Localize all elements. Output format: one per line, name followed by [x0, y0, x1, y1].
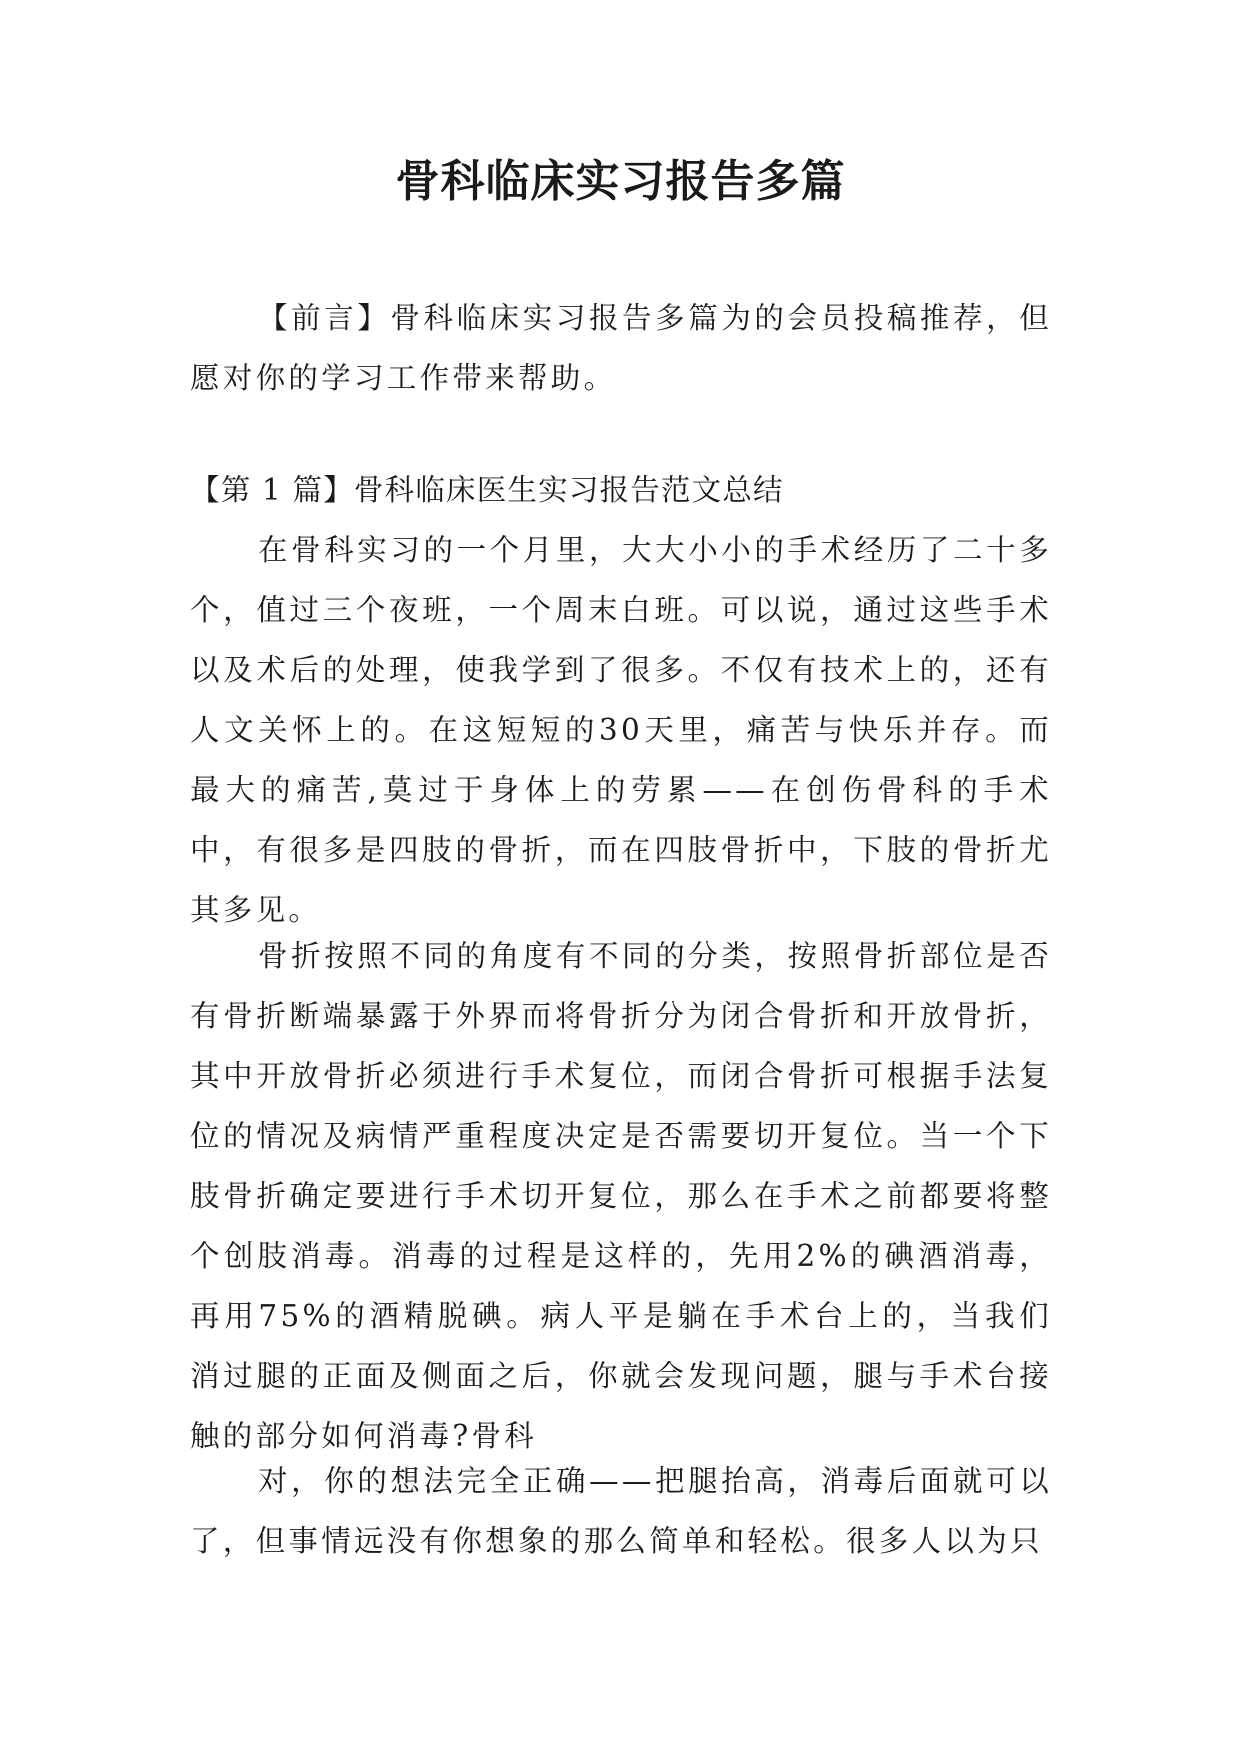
section-heading: 【第 1 篇】骨科临床医生实习报告范文总结: [190, 473, 784, 507]
document-title: 骨科临床实习报告多篇: [395, 156, 846, 207]
body-paragraph-3: 对，你的想法完全正确——把腿抬高，消毒后面就可以了，但事情远没有你想象的那么简单和轻松。很多人以为只: [190, 1464, 1052, 1558]
body-paragraph-2: 骨折按照不同的角度有不同的分类，按照骨折部位是否有骨折断端暴露于外界而将骨折分为闭合骨折和开放骨折，其中开放骨折必须进行手术复位，而闭合骨折可根据手法复位的情况及病情严重程度决定是否需要切开复位。当一个下肢骨折确定要进行手术切开复位，那么在手术之前都要将整个创肢消毒。消毒的过程是这样的，先用2%的碘酒消毒，再用75%的酒精脱碘。病人平是躺在手术台上的，当我们消过腿的正面及侧面之后，你就会发现问题，腿与手术台接触的部分如何消毒?骨科: [190, 939, 1052, 1453]
preface-paragraph: 【前言】骨科临床实习报告多篇为的会员投稿推荐，但愿对你的学习工作带来帮助。: [190, 301, 1052, 395]
body-paragraph-1: 在骨科实习的一个月里，大大小小的手术经历了二十多个，值过三个夜班，一个周末白班。可以说，通过这些手术以及术后的处理，使我学到了很多。不仅有技术上的，还有人文关怀上的。在这短短的30天里，痛苦与快乐并存。而最大的痛苦,莫过于身体上的劳累——在创伤骨科的手术中，有很多是四肢的骨折，而在四肢骨折中，下肢的骨折尤其多见。: [190, 533, 1052, 927]
